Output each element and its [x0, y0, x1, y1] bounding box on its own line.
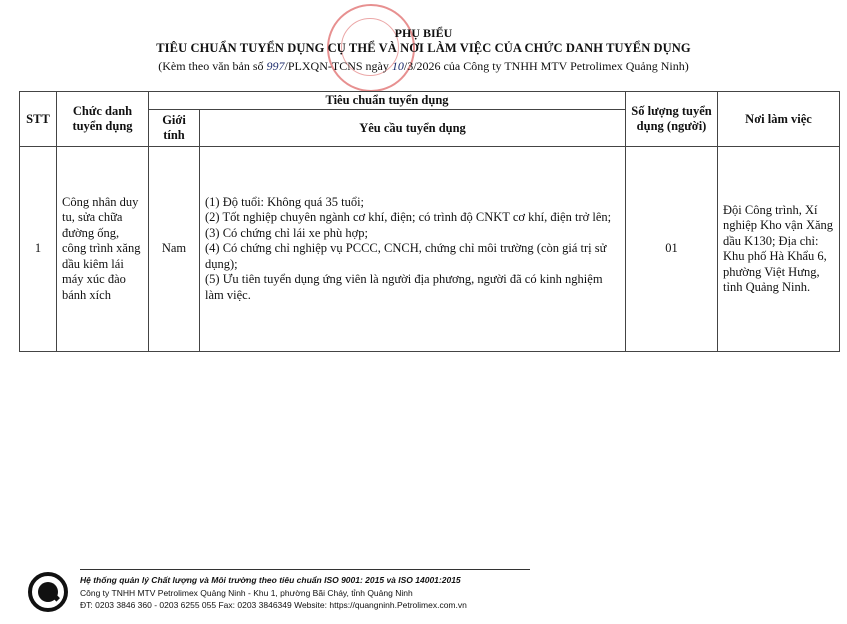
header-quantity: Số lượng tuyển dụng (người) — [626, 92, 718, 147]
cell-gender: Nam — [149, 147, 200, 352]
footer-divider — [80, 569, 530, 570]
header-title: Chức danh tuyển dụng — [57, 92, 149, 147]
header-criteria: Tiêu chuẩn tuyển dụng — [149, 92, 626, 110]
header-stt: STT — [20, 92, 57, 147]
header-requirements: Yêu cầu tuyển dụng — [200, 110, 626, 147]
document-subtitle — [0, 59, 847, 74]
subtitle-suffix: /3/2026 của Công ty TNHH MTV Petrolimex Quảng Ninh) — [403, 59, 689, 73]
requirement-item: (1) Độ tuổi: Không quá 35 tuổi; — [205, 194, 365, 209]
cell-stt: 1 — [20, 147, 57, 352]
cell-quantity: 01 — [626, 147, 718, 352]
footer-contact-line: ĐT: 0203 3846 360 - 0203 6255 055 Fax: 0203 3846349 Website: https://quangninh.Petrolimex.com.vn — [80, 600, 467, 610]
footer-iso-line: Hệ thống quản lý Chất lượng và Môi trường theo tiêu chuẩn ISO 9001: 2015 và ISO 14001:2015 — [80, 575, 461, 585]
cell-requirements — [200, 147, 626, 352]
handwritten-day: 10 — [391, 59, 404, 73]
header-gender: Giới tính — [149, 110, 200, 147]
subtitle-mid: /PLXQN-TCNS ngày — [284, 59, 389, 73]
quasta-certification-logo — [28, 572, 68, 612]
subtitle-prefix: (Kèm theo văn bản số — [158, 59, 264, 73]
cell-location: Đội Công trình, Xí nghiệp Kho vận Xăng dầu K130; Địa chỉ: Khu phố Hà Khẩu 6, phường Việt Hưng, tỉnh Quảng Ninh. — [718, 147, 840, 352]
recruitment-table — [19, 91, 840, 352]
header-location: Nơi làm việc — [718, 92, 840, 147]
cell-title: Công nhân duy tu, sửa chữa đường ống, công trình xăng dầu kiêm lái máy xúc đào bánh xích — [57, 147, 149, 352]
appendix-heading: PHỤ BIỂU — [394, 26, 453, 40]
table-header-row — [20, 92, 840, 110]
table-row — [20, 147, 840, 352]
document-title: TIÊU CHUẨN TUYỂN DỤNG CỤ THỂ VÀ NƠI LÀM VIỆC CỦA CHỨC DANH TUYỂN DỤNG — [156, 41, 691, 55]
handwritten-doc-number: 997 — [266, 59, 285, 73]
requirement-item: (3) Có chứng chỉ lái xe phù hợp; — [205, 225, 369, 240]
footer-address-line: Công ty TNHH MTV Petrolimex Quảng Ninh - Khu 1, phường Bãi Cháy, tỉnh Quảng Ninh — [80, 588, 413, 598]
requirement-item: (2) Tốt nghiệp chuyên ngành cơ khí, điện; có trình độ CNKT cơ khí, điện trở lên; — [205, 210, 612, 225]
requirement-item: (4) Có chứng chỉ nghiệp vụ PCCC, CNCH, chứng chỉ môi trường (còn giá trị sử dụng); — [205, 241, 607, 271]
requirement-item: (5) Ưu tiên tuyển dụng ứng viên là người địa phương, người đã có kinh nghiệm làm việc. — [205, 272, 603, 302]
